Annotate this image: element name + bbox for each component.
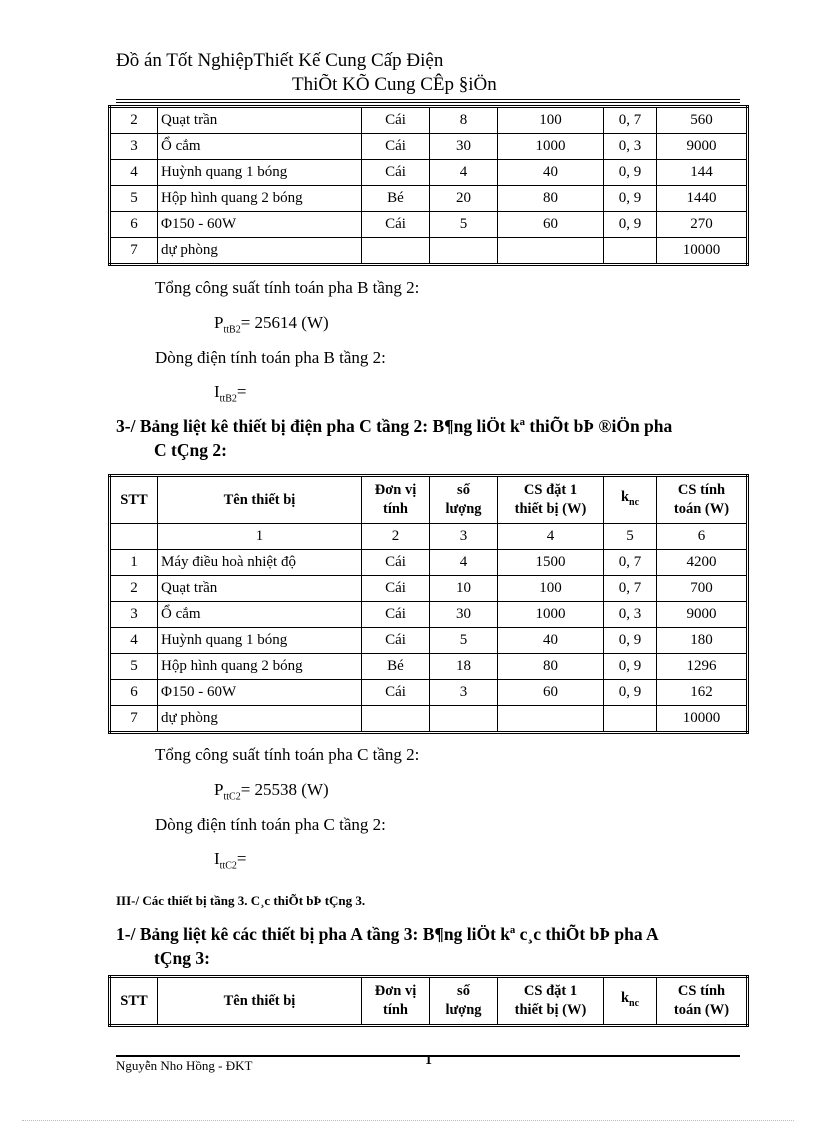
cell-rated-power: 40	[498, 628, 604, 654]
table-row	[110, 680, 748, 706]
cell-unit: Cái	[362, 107, 430, 134]
cell-quantity: 10	[430, 576, 498, 602]
header-quantity	[430, 476, 498, 524]
cell-name: Huỳnh quang 1 bóng	[158, 628, 362, 654]
cell-knc: 0, 7	[604, 576, 657, 602]
cell-stt: 2	[110, 576, 158, 602]
header-qty-line1: số	[457, 983, 470, 999]
table-row	[110, 212, 748, 238]
cell-name: Quạt trần	[158, 107, 362, 134]
cell-stt: 5	[110, 186, 158, 212]
cell-stt: 4	[110, 160, 158, 186]
table-header-row	[110, 977, 748, 1026]
table-phase-c-floor-2	[108, 474, 749, 734]
cell-unit: Cái	[362, 628, 430, 654]
table-row	[110, 550, 748, 576]
header-total-line1: CS tính	[677, 482, 726, 498]
cell-name: dự phòng	[158, 706, 362, 733]
cell-calc-power: 162	[657, 680, 748, 706]
cell-rated-power: 1000	[498, 602, 604, 628]
cell-rated-power: 60	[498, 212, 604, 238]
header-name: Tên thiết bị	[158, 476, 362, 524]
cell-calc-power: 180	[657, 628, 748, 654]
phase-b-current-formula	[214, 382, 247, 404]
header-knc-symbol: k	[620, 990, 630, 1007]
table-row	[110, 654, 748, 680]
header-calc-power	[657, 476, 748, 524]
cell-name: Φ150 - 60W	[158, 680, 362, 706]
cell-knc	[604, 238, 657, 265]
header-unit-line2: tính	[383, 1002, 408, 1018]
heading-line-1: 3-/ Bảng liệt kê thiết bị điện pha C tầng 2: B¶ng liÖt kª thiÕt bÞ ®iÖn pha	[116, 416, 673, 436]
power-symbol: P	[214, 313, 224, 332]
current-value: =	[236, 849, 247, 868]
header-name: Tên thiết bị	[158, 977, 362, 1026]
cell-quantity	[430, 706, 498, 733]
cell-name: Hộp hình quang 2 bóng	[158, 654, 362, 680]
cell-unit: Bé	[362, 654, 430, 680]
cell-name: Φ150 - 60W	[158, 212, 362, 238]
cell-stt: 6	[110, 680, 158, 706]
current-subscript: ttB2	[219, 393, 237, 405]
cell-quantity: 20	[430, 186, 498, 212]
column-number-cell: 2	[362, 524, 430, 550]
phase-c-total-label: Tổng công suất tính toán pha C tầng 2:	[155, 745, 420, 764]
cell-unit: Cái	[362, 680, 430, 706]
cell-calc-power: 1440	[657, 186, 748, 212]
heading-line-2: C tÇng 2:	[154, 440, 227, 460]
cell-unit	[362, 706, 430, 733]
column-number-cell: 1	[158, 524, 362, 550]
cell-unit	[362, 238, 430, 265]
table-phase-a-floor-3	[108, 975, 749, 1027]
cell-calc-power: 144	[657, 160, 748, 186]
column-number-row	[110, 524, 748, 550]
header-unit-line2: tính	[383, 501, 408, 517]
cell-name: Huỳnh quang 1 bóng	[158, 160, 362, 186]
cell-rated-power: 1500	[498, 550, 604, 576]
current-subscript: ttC2	[219, 860, 237, 872]
cell-calc-power: 10000	[657, 706, 748, 733]
power-symbol: P	[214, 780, 224, 799]
cell-knc: 0, 9	[604, 654, 657, 680]
heading-line-2: tÇng 3:	[154, 948, 210, 968]
page-number: 1	[425, 1053, 432, 1068]
cell-quantity: 30	[430, 134, 498, 160]
cell-calc-power: 270	[657, 212, 748, 238]
table-row	[110, 160, 748, 186]
power-subscript: ttC2	[223, 791, 241, 803]
cell-unit: Cái	[362, 550, 430, 576]
cell-rated-power	[498, 706, 604, 733]
cell-knc: 0, 3	[604, 602, 657, 628]
cell-quantity: 3	[430, 680, 498, 706]
cell-calc-power: 700	[657, 576, 748, 602]
cell-stt: 3	[110, 602, 158, 628]
cell-knc: 0, 9	[604, 628, 657, 654]
cell-stt: 4	[110, 628, 158, 654]
header-quantity	[430, 977, 498, 1026]
power-value: = 25538 (W)	[240, 780, 329, 799]
cell-rated-power: 80	[498, 654, 604, 680]
header-rated-power	[498, 977, 604, 1026]
header-total-line1: CS tính	[677, 983, 726, 999]
cell-knc: 0, 9	[604, 186, 657, 212]
cell-knc: 0, 9	[604, 680, 657, 706]
section-3-title: III-/ Các thiết bị tầng 3. C¸c thiÕt bÞ tÇng 3.	[116, 893, 366, 908]
cell-knc: 0, 7	[604, 550, 657, 576]
header-knc-symbol: k	[620, 489, 630, 506]
cell-stt: 3	[110, 134, 158, 160]
cell-name: Ổ cắm	[158, 602, 362, 628]
cell-quantity: 18	[430, 654, 498, 680]
cell-calc-power: 10000	[657, 238, 748, 265]
cell-stt: 7	[110, 238, 158, 265]
cell-name: Ổ cắm	[158, 134, 362, 160]
table-phase-b-floor-2	[108, 105, 749, 266]
cell-unit: Cái	[362, 602, 430, 628]
table-row	[110, 107, 748, 134]
cell-quantity: 5	[430, 628, 498, 654]
cell-rated-power: 40	[498, 160, 604, 186]
power-subscript: ttB2	[223, 324, 241, 336]
cell-quantity: 30	[430, 602, 498, 628]
header-stt: STT	[110, 977, 158, 1026]
cell-rated-power: 80	[498, 186, 604, 212]
header-knc	[604, 476, 657, 524]
header-cs-line1: CS đặt 1	[523, 482, 578, 498]
cell-calc-power: 4200	[657, 550, 748, 576]
cell-unit: Cái	[362, 134, 430, 160]
cell-knc	[604, 706, 657, 733]
cell-knc: 0, 7	[604, 107, 657, 134]
table-header-row	[110, 476, 748, 524]
header-calc-power	[657, 977, 748, 1026]
phase-c-current-label: Dòng điện tính toán pha C tầng 2:	[155, 815, 386, 834]
phase-c-current-formula	[214, 849, 247, 871]
table-row	[110, 134, 748, 160]
cell-stt: 2	[110, 107, 158, 134]
section-heading-phase-a-floor-3	[116, 922, 746, 970]
cell-stt: 1	[110, 550, 158, 576]
phase-b-current-label: Dòng điện tính toán pha B tầng 2:	[155, 348, 386, 367]
cell-unit: Cái	[362, 160, 430, 186]
header-cs-line1: CS đặt 1	[523, 983, 578, 999]
cell-stt: 7	[110, 706, 158, 733]
current-value: =	[236, 382, 247, 401]
table-row	[110, 628, 748, 654]
header-unit-line1: Đơn vị	[374, 482, 417, 498]
header-qty-line2: lượng	[445, 501, 482, 517]
cell-knc: 0, 3	[604, 134, 657, 160]
header-unit	[362, 476, 430, 524]
header-stt: STT	[110, 476, 158, 524]
header-rule	[116, 99, 740, 100]
cell-calc-power: 9000	[657, 602, 748, 628]
current-symbol: I	[214, 382, 220, 401]
table-row	[110, 186, 748, 212]
cell-stt: 5	[110, 654, 158, 680]
cell-knc: 0, 9	[604, 160, 657, 186]
column-number-cell: 4	[498, 524, 604, 550]
cell-name: dự phòng	[158, 238, 362, 265]
header-qty-line1: số	[457, 482, 470, 498]
cell-rated-power: 100	[498, 576, 604, 602]
header-knc-subscript: nc	[629, 997, 640, 1009]
power-value: = 25614 (W)	[240, 313, 329, 332]
cell-stt: 6	[110, 212, 158, 238]
header-knc	[604, 977, 657, 1026]
cell-rated-power: 60	[498, 680, 604, 706]
cell-quantity: 5	[430, 212, 498, 238]
footer-author: Nguyễn Nho Hồng - ĐKT	[116, 1058, 253, 1073]
cell-unit: Cái	[362, 576, 430, 602]
cell-quantity	[430, 238, 498, 265]
cell-name: Quạt trần	[158, 576, 362, 602]
page-bottom-border	[22, 1120, 794, 1121]
cell-knc: 0, 9	[604, 212, 657, 238]
cell-calc-power: 1296	[657, 654, 748, 680]
header-rated-power	[498, 476, 604, 524]
heading-line-1: 1-/ Bảng liệt kê các thiết bị pha A tầng 3: B¶ng liÖt kª c¸c thiÕt bÞ pha A	[116, 924, 659, 944]
table-row	[110, 576, 748, 602]
header-total-line2: toán (W)	[673, 1002, 730, 1018]
column-number-cell: 3	[430, 524, 498, 550]
cell-quantity: 4	[430, 550, 498, 576]
column-number-cell: 6	[657, 524, 748, 550]
column-number-cell	[110, 524, 158, 550]
header-total-line2: toán (W)	[673, 501, 730, 517]
header-cs-line2: thiết bị (W)	[514, 1002, 587, 1018]
cell-unit: Bé	[362, 186, 430, 212]
cell-name: Máy điều hoà nhiệt độ	[158, 550, 362, 576]
cell-rated-power	[498, 238, 604, 265]
cell-calc-power: 560	[657, 107, 748, 134]
section-heading-phase-c	[116, 414, 746, 462]
current-symbol: I	[214, 849, 220, 868]
header-qty-line2: lượng	[445, 1002, 482, 1018]
table-row	[110, 706, 748, 733]
phase-b-power-formula	[214, 313, 329, 335]
cell-quantity: 4	[430, 160, 498, 186]
header-unit-line1: Đơn vị	[374, 983, 417, 999]
cell-rated-power: 100	[498, 107, 604, 134]
header-knc-subscript: nc	[629, 496, 640, 508]
phase-c-power-formula	[214, 780, 329, 802]
cell-rated-power: 1000	[498, 134, 604, 160]
column-number-cell: 5	[604, 524, 657, 550]
cell-unit: Cái	[362, 212, 430, 238]
table-row	[110, 602, 748, 628]
phase-b-total-label: Tổng công suất tính toán pha B tầng 2:	[155, 278, 420, 297]
document-header-subtitle: ThiÕt KÕ Cung CÊp §iÖn	[292, 74, 497, 95]
cell-name: Hộp hình quang 2 bóng	[158, 186, 362, 212]
document-header-title: Đồ án Tốt NghiệpThiết Kế Cung Cấp Điện	[116, 50, 444, 71]
header-cs-line2: thiết bị (W)	[514, 501, 587, 517]
cell-quantity: 8	[430, 107, 498, 134]
header-unit	[362, 977, 430, 1026]
cell-calc-power: 9000	[657, 134, 748, 160]
table-row	[110, 238, 748, 265]
header-rule-thin	[116, 102, 740, 103]
